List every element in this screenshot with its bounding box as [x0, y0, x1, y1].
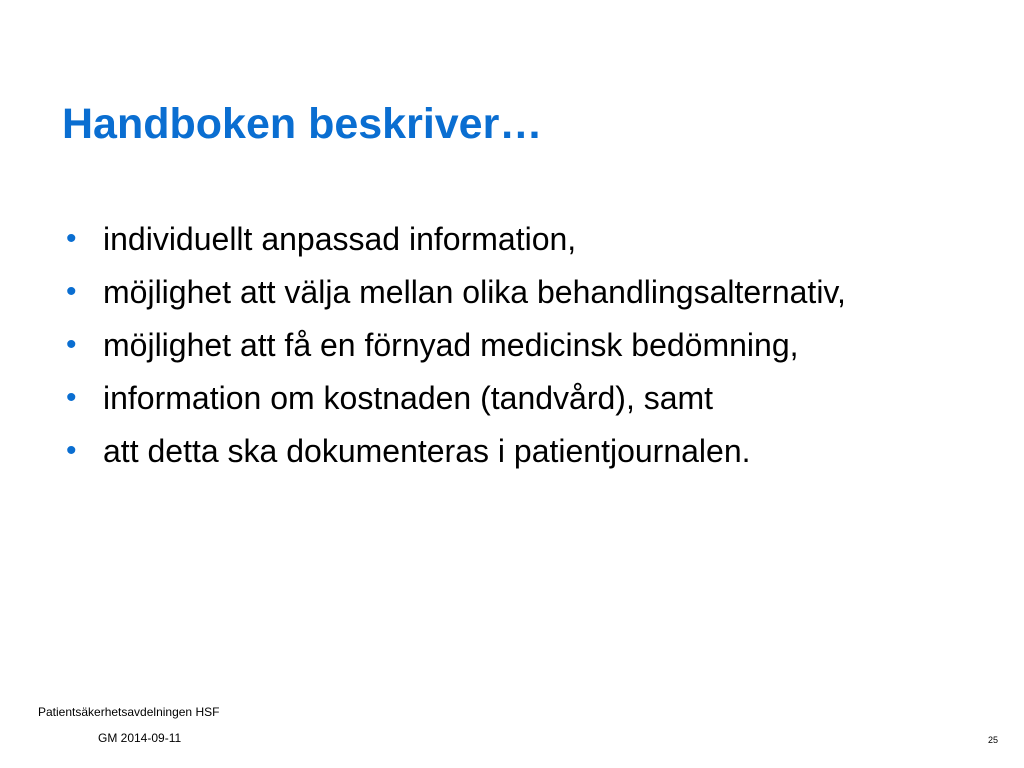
footer-organization: Patientsäkerhetsavdelningen HSF — [38, 705, 220, 719]
bullet-icon: • — [66, 434, 77, 467]
bullet-text: information om kostnaden (tandvård), samt — [103, 380, 714, 416]
bullet-list — [66, 218, 966, 483]
bullet-icon: • — [66, 381, 77, 414]
bullet-text: att detta ska dokumenteras i patientjournalen. — [103, 433, 751, 469]
bullet-item — [66, 324, 966, 366]
slide-title: Handboken beskriver… — [62, 100, 543, 148]
bullet-text: möjlighet att få en förnyad medicinsk bedömning, — [103, 327, 799, 363]
bullet-text: möjlighet att välja mellan olika behandlingsalternativ, — [103, 274, 846, 310]
bullet-text: individuellt anpassad information, — [103, 221, 577, 257]
bullet-item — [66, 271, 966, 313]
bullet-item — [66, 430, 966, 472]
bullet-item — [66, 377, 966, 419]
bullet-icon: • — [66, 222, 77, 255]
bullet-icon: • — [66, 328, 77, 361]
bullet-item — [66, 218, 966, 260]
page-number: 25 — [987, 735, 998, 745]
bullet-icon: • — [66, 275, 77, 308]
footer-date: GM 2014-09-11 — [98, 731, 182, 745]
